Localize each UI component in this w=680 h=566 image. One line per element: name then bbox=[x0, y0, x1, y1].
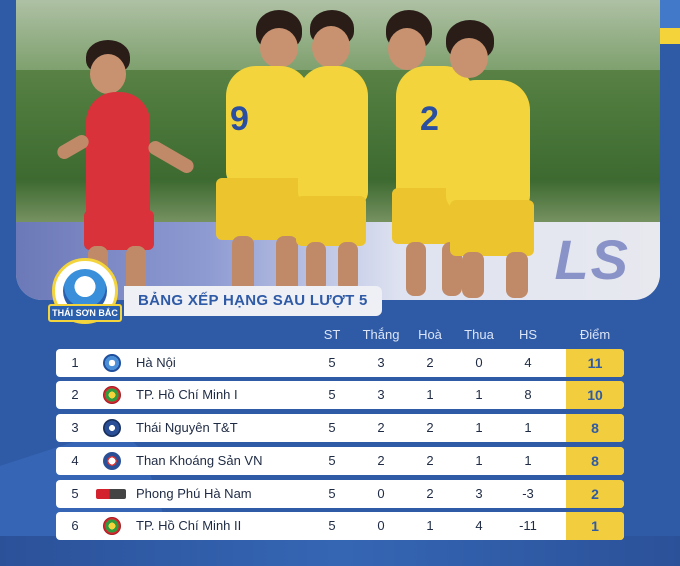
matches-played: 5 bbox=[328, 387, 336, 402]
matches-played: 5 bbox=[328, 518, 336, 533]
matches-played: 5 bbox=[328, 420, 336, 435]
table-row bbox=[56, 414, 624, 442]
tournament-logo-ribbon: THÁI SƠN BẮC bbox=[48, 304, 122, 322]
goal-difference: 8 bbox=[524, 387, 532, 402]
losses: 1 bbox=[475, 453, 483, 468]
tksvn-crest-icon bbox=[103, 452, 121, 470]
goal-difference: 1 bbox=[524, 420, 532, 435]
team-celebration-photo bbox=[16, 0, 660, 300]
team-name: TP. Hồ Chí Minh II bbox=[136, 518, 242, 533]
standings-title: BẢNG XẾP HẠNG SAU LƯỢT 5 bbox=[124, 286, 382, 316]
goal-difference: 4 bbox=[524, 355, 532, 370]
rank: 3 bbox=[71, 420, 79, 435]
losses: 1 bbox=[475, 387, 483, 402]
wins: 2 bbox=[377, 453, 385, 468]
goal-difference: -11 bbox=[519, 518, 537, 533]
team-name: Hà Nội bbox=[136, 355, 176, 370]
table-row bbox=[56, 512, 624, 540]
rank: 2 bbox=[71, 387, 79, 402]
wins: 0 bbox=[377, 518, 385, 533]
column-header-goal-diff: HS bbox=[518, 327, 538, 342]
matches-played: 5 bbox=[328, 355, 336, 370]
draws: 2 bbox=[426, 453, 434, 468]
goal-difference: 1 bbox=[524, 453, 532, 468]
column-header-wins: Thắng bbox=[362, 327, 400, 342]
table-row bbox=[56, 381, 624, 409]
points: 8 bbox=[566, 447, 624, 475]
hcm-crest-icon bbox=[103, 517, 121, 535]
advertising-logo: LS bbox=[554, 228, 630, 291]
points: 1 bbox=[566, 512, 624, 540]
draws: 2 bbox=[426, 420, 434, 435]
rank: 1 bbox=[71, 355, 79, 370]
losses: 0 bbox=[475, 355, 483, 370]
wins: 2 bbox=[377, 420, 385, 435]
table-row bbox=[56, 480, 624, 508]
background-shape bbox=[0, 536, 680, 566]
losses: 1 bbox=[475, 420, 483, 435]
rank: 4 bbox=[71, 453, 79, 468]
wins: 0 bbox=[377, 486, 385, 501]
team-name: Thái Nguyên T&T bbox=[136, 420, 238, 435]
column-header-losses: Thua bbox=[464, 327, 494, 342]
thainguyen-crest-icon bbox=[103, 419, 121, 437]
column-header-draws: Hoà bbox=[418, 327, 442, 342]
draws: 2 bbox=[426, 355, 434, 370]
goal-difference: -3 bbox=[522, 486, 534, 501]
table-row bbox=[56, 349, 624, 377]
wins: 3 bbox=[377, 387, 385, 402]
points: 8 bbox=[566, 414, 624, 442]
draws: 1 bbox=[426, 387, 434, 402]
losses: 4 bbox=[475, 518, 483, 533]
draws: 2 bbox=[426, 486, 434, 501]
draws: 1 bbox=[426, 518, 434, 533]
player: 9 bbox=[216, 10, 326, 300]
team-name: Phong Phú Hà Nam bbox=[136, 486, 252, 501]
phongphu-logo-icon bbox=[96, 489, 126, 499]
table-row bbox=[56, 447, 624, 475]
matches-played: 5 bbox=[328, 486, 336, 501]
column-header-points: Điểm bbox=[579, 327, 611, 342]
losses: 3 bbox=[475, 486, 483, 501]
player bbox=[436, 20, 546, 300]
team-name: Than Khoáng Sản VN bbox=[136, 453, 263, 468]
rank: 5 bbox=[71, 486, 79, 501]
column-header-st: ST bbox=[323, 327, 341, 342]
hcm-crest-icon bbox=[103, 386, 121, 404]
hanoi-crest-icon bbox=[103, 354, 121, 372]
rank: 6 bbox=[71, 518, 79, 533]
team-name: TP. Hồ Chí Minh I bbox=[136, 387, 238, 402]
player: 2 bbox=[366, 10, 486, 300]
matches-played: 5 bbox=[328, 453, 336, 468]
table-header bbox=[0, 327, 680, 343]
points: 10 bbox=[566, 381, 624, 409]
wins: 3 bbox=[377, 355, 385, 370]
points: 11 bbox=[566, 349, 624, 377]
points: 2 bbox=[566, 480, 624, 508]
